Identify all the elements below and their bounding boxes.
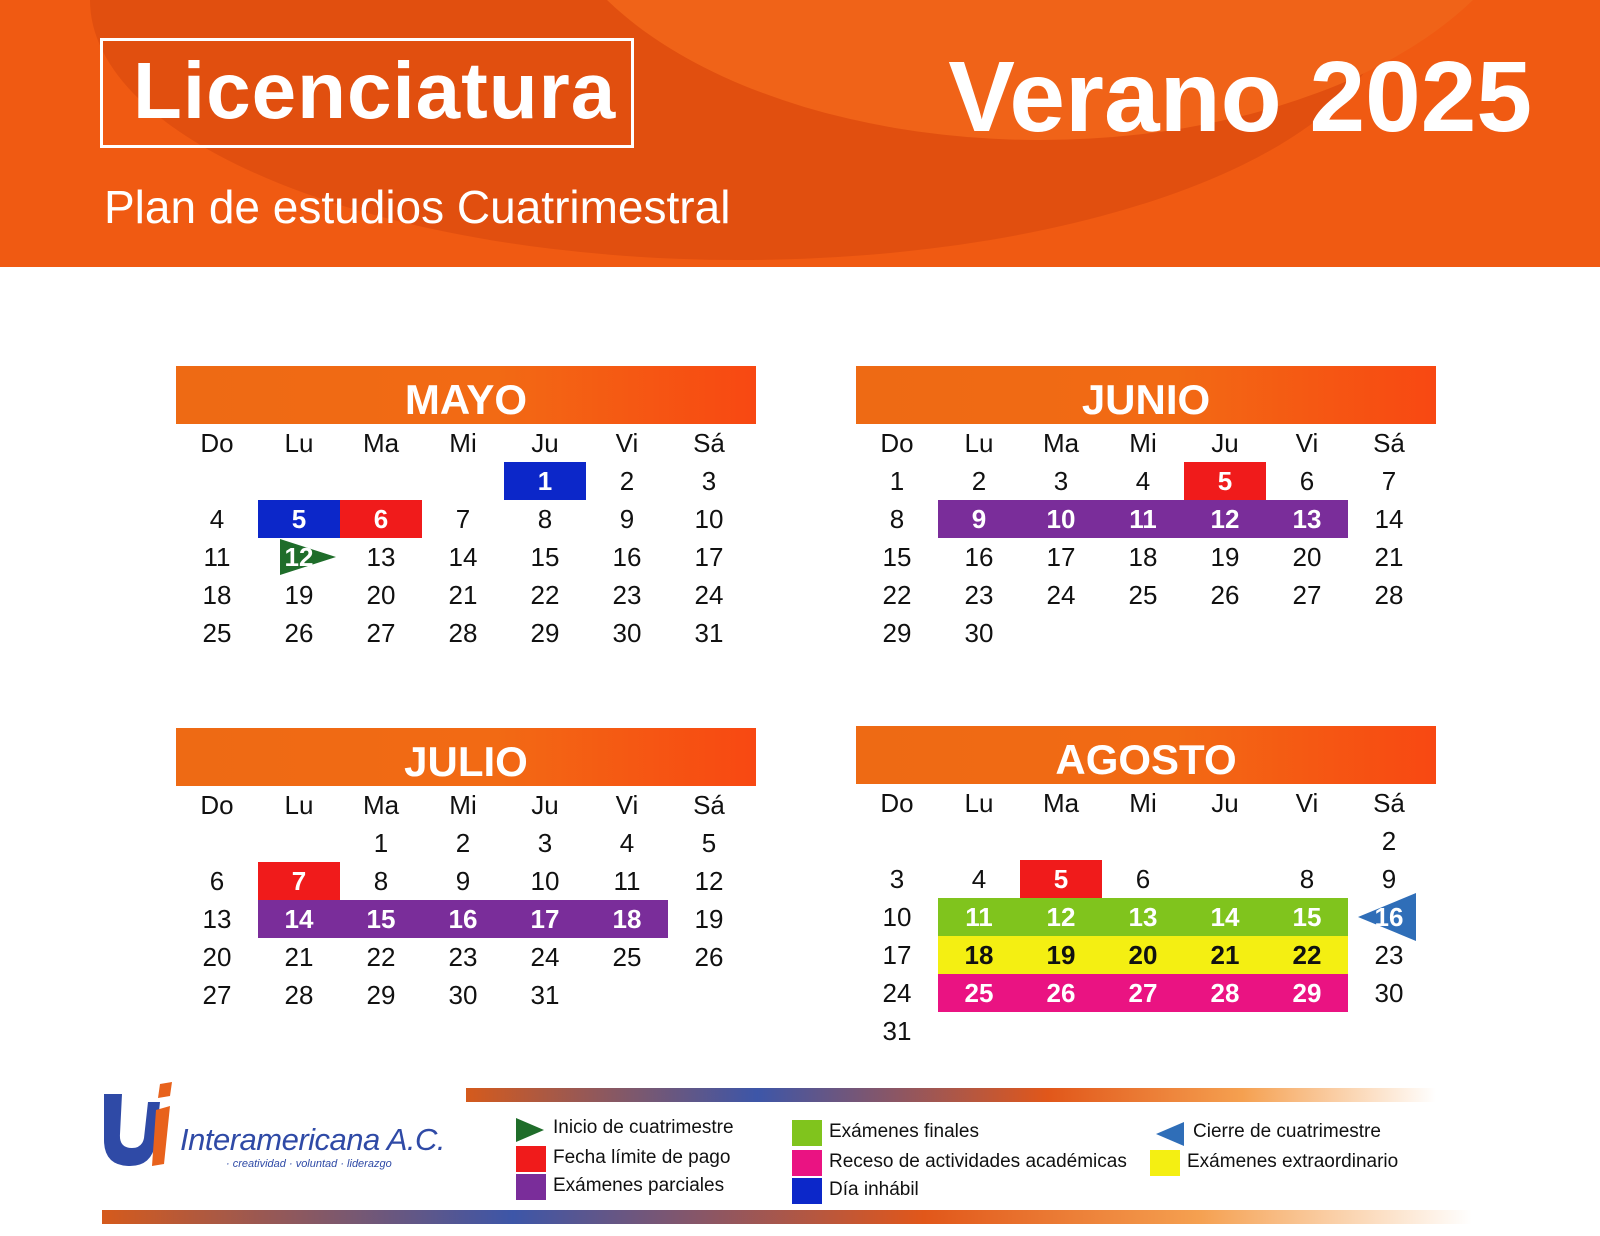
- day-cell: 3: [889, 864, 905, 894]
- day-cell: 13: [202, 904, 232, 934]
- day-cell: 30: [612, 618, 642, 648]
- weekday-label: Mi: [1129, 788, 1157, 818]
- day-cell: 8: [889, 504, 905, 534]
- day-cell: 21: [1184, 936, 1266, 974]
- day-cell: 13: [1102, 898, 1184, 936]
- empty-cell: [1266, 822, 1348, 860]
- day-cell: 16: [964, 542, 994, 572]
- day-cell: 17: [504, 900, 586, 938]
- day-cell: 23: [964, 580, 994, 610]
- logo: [98, 1082, 468, 1172]
- day-cell: 16: [612, 542, 642, 572]
- week-row: [856, 538, 1436, 576]
- day-cell: 2: [1381, 826, 1397, 856]
- weekday-label: Mi: [1129, 428, 1157, 458]
- day-cell: 29: [1266, 974, 1348, 1012]
- purple-swatch: [516, 1174, 546, 1200]
- week-row: [856, 1012, 1436, 1050]
- day-cell: 19: [284, 580, 314, 610]
- week-row: [176, 538, 756, 576]
- weekday-label: Sá: [1373, 428, 1405, 458]
- legend-label: Cierre de cuatrimestre: [1193, 1121, 1381, 1142]
- day-cell: 12: [1184, 500, 1266, 538]
- day-cell: 6: [1135, 864, 1151, 894]
- logo-name: Interamericana A.C.: [180, 1122, 446, 1157]
- weekday-label: Ma: [362, 790, 400, 820]
- day-cell: 5: [1184, 462, 1266, 500]
- week-row: [856, 462, 1436, 500]
- day-cell: 24: [530, 942, 560, 972]
- day-cell: 6: [340, 500, 422, 538]
- day-cell: 2: [619, 466, 635, 496]
- empty-cell: [1020, 1012, 1102, 1050]
- blue-swatch: [792, 1178, 822, 1204]
- day-cell: 20: [202, 942, 232, 972]
- day-cell: 29: [882, 618, 912, 648]
- day-cell: 7: [258, 862, 340, 900]
- day-cell: 12: [694, 866, 724, 896]
- weekday-label: Lu: [284, 790, 314, 820]
- start-flag-icon: [516, 1118, 544, 1142]
- legend-label: Exámenes finales: [829, 1121, 979, 1142]
- week-row: [856, 822, 1436, 860]
- empty-cell: [1184, 822, 1266, 860]
- pink-swatch: [792, 1150, 822, 1176]
- day-cell: 4: [1135, 466, 1151, 496]
- day-cell: 27: [1102, 974, 1184, 1012]
- day-cell: 14: [1184, 898, 1266, 936]
- month-grid: [176, 462, 756, 652]
- weekday-label: Mi: [449, 428, 477, 458]
- weekday-label: Do: [880, 428, 914, 458]
- day-cell: 6: [1299, 466, 1315, 496]
- empty-cell: [938, 822, 1020, 860]
- day-cell: 5: [258, 500, 340, 538]
- day-cell: 10: [694, 504, 724, 534]
- day-number: 16: [1374, 902, 1404, 932]
- day-cell: 7: [455, 504, 471, 534]
- weekday-label: Vi: [1295, 788, 1319, 818]
- day-cell: 9: [938, 500, 1020, 538]
- yellow-swatch: [1150, 1150, 1180, 1176]
- day-cell: 9: [1381, 864, 1397, 894]
- day-cell: 29: [366, 980, 396, 1010]
- day-cell: 29: [530, 618, 560, 648]
- day-cell: 19: [1020, 936, 1102, 974]
- empty-cell: [258, 462, 340, 500]
- day-cell: 24: [694, 580, 724, 610]
- day-cell: 24: [1046, 580, 1076, 610]
- week-row: [856, 860, 1436, 898]
- day-cell: 1: [504, 462, 586, 500]
- day-cell: 26: [1020, 974, 1102, 1012]
- empty-cell: [1020, 614, 1102, 652]
- logo-mark-icon: [98, 1082, 172, 1168]
- day-number: 12: [284, 542, 314, 572]
- weekday-label: Sá: [693, 790, 725, 820]
- day-cell: 4: [619, 828, 635, 858]
- day-cell: 9: [619, 504, 635, 534]
- day-cell: 9: [455, 866, 471, 896]
- green-swatch: [792, 1120, 822, 1146]
- day-cell: 25: [1128, 580, 1158, 610]
- month-name: JUNIO: [1081, 376, 1211, 423]
- day-cell: 2: [971, 466, 987, 496]
- day-cell: [1348, 898, 1430, 936]
- day-cell: 11: [613, 866, 641, 896]
- day-cell: 22: [530, 580, 560, 610]
- day-cell: 3: [701, 466, 717, 496]
- day-cell: 28: [448, 618, 478, 648]
- month-name: AGOSTO: [1055, 736, 1237, 783]
- day-cell: 15: [530, 542, 560, 572]
- empty-cell: [340, 462, 422, 500]
- weekday-label: Do: [200, 790, 234, 820]
- day-cell: 21: [284, 942, 314, 972]
- empty-cell: [668, 976, 750, 1014]
- month-grid: [856, 462, 1436, 652]
- week-row: [856, 936, 1436, 974]
- day-cell: 3: [537, 828, 553, 858]
- empty-cell: [422, 462, 504, 500]
- weekday-label: Mi: [449, 790, 477, 820]
- day-cell: 3: [1053, 466, 1069, 496]
- day-cell: 24: [882, 978, 912, 1008]
- day-cell: 31: [530, 980, 560, 1010]
- legend-label: Exámenes parciales: [553, 1175, 725, 1196]
- week-row: [856, 974, 1436, 1012]
- day-cell: 11: [1102, 500, 1184, 538]
- weekday-row: [176, 424, 756, 462]
- weekday-label: Ma: [1042, 788, 1080, 818]
- day-cell: 17: [882, 940, 912, 970]
- day-cell: 8: [1299, 864, 1315, 894]
- weekday-label: Sá: [693, 428, 725, 458]
- empty-cell: [1266, 1012, 1348, 1050]
- day-cell: 17: [694, 542, 724, 572]
- day-cell: 25: [612, 942, 642, 972]
- weekday-label: Vi: [615, 790, 639, 820]
- day-cell: 5: [1020, 860, 1102, 898]
- empty-cell: [1102, 614, 1184, 652]
- day-cell: 20: [1102, 936, 1184, 974]
- weekday-row: [176, 786, 756, 824]
- empty-cell: [1348, 614, 1430, 652]
- legend-label: Exámenes extraordinario: [1187, 1151, 1399, 1172]
- day-cell: 8: [537, 504, 553, 534]
- day-cell: 18: [938, 936, 1020, 974]
- legend-label: Receso de actividades académicas: [829, 1151, 1127, 1172]
- empty-cell: [1184, 860, 1266, 898]
- day-cell: 14: [1374, 504, 1404, 534]
- day-cell: 26: [694, 942, 724, 972]
- day-cell: 1: [373, 828, 389, 858]
- day-cell: 8: [373, 866, 389, 896]
- month-mayo: [176, 366, 756, 652]
- day-cell: 15: [882, 542, 912, 572]
- legend-label: Fecha límite de pago: [553, 1147, 731, 1168]
- weekday-label: Ju: [1211, 788, 1239, 818]
- day-cell: 1: [889, 466, 905, 496]
- day-cell: 18: [202, 580, 232, 610]
- day-cell: 15: [1266, 898, 1348, 936]
- day-cell: 19: [1210, 542, 1240, 572]
- day-cell: 22: [1266, 936, 1348, 974]
- week-row: [176, 462, 756, 500]
- empty-cell: [1266, 614, 1348, 652]
- day-cell: 10: [530, 866, 560, 896]
- header-banner: [0, 0, 1600, 267]
- day-cell: 14: [448, 542, 478, 572]
- day-cell: 18: [586, 900, 668, 938]
- week-row: [856, 614, 1436, 652]
- day-cell: 21: [1374, 542, 1404, 572]
- title-box: [100, 38, 634, 148]
- day-cell: 27: [1292, 580, 1322, 610]
- week-row: [856, 898, 1436, 936]
- weekday-label: Ju: [531, 790, 559, 820]
- weekday-label: Lu: [284, 428, 314, 458]
- day-cell: 18: [1128, 542, 1158, 572]
- logo-tagline: · creatividad · voluntad · liderazgo: [226, 1158, 392, 1170]
- week-row: [176, 938, 756, 976]
- footer-stripe-bottom: [102, 1210, 1472, 1224]
- weekday-label: Do: [880, 788, 914, 818]
- weekday-row: [856, 424, 1436, 462]
- day-cell: 23: [448, 942, 478, 972]
- empty-cell: [1102, 1012, 1184, 1050]
- day-cell: 19: [694, 904, 724, 934]
- red-swatch: [516, 1146, 546, 1172]
- day-cell: 30: [448, 980, 478, 1010]
- month-julio: [176, 728, 756, 1014]
- week-row: [176, 824, 756, 862]
- week-row: [176, 862, 756, 900]
- day-cell: 13: [366, 542, 396, 572]
- weekday-label: Do: [200, 428, 234, 458]
- day-cell: 31: [882, 1016, 912, 1046]
- day-cell: 31: [694, 618, 724, 648]
- week-row: [176, 614, 756, 652]
- legend-label: Inicio de cuatrimestre: [553, 1117, 734, 1138]
- empty-cell: [258, 824, 340, 862]
- day-cell: 26: [1210, 580, 1240, 610]
- week-row: [176, 576, 756, 614]
- day-cell: 15: [340, 900, 422, 938]
- weekday-label: Sá: [1373, 788, 1405, 818]
- empty-cell: [1020, 822, 1102, 860]
- day-cell: 27: [202, 980, 232, 1010]
- day-cell: 25: [938, 974, 1020, 1012]
- weekday-label: Ju: [1211, 428, 1239, 458]
- plan-subtitle: Plan de estudios Cuatrimestral: [104, 181, 731, 233]
- day-cell: 5: [701, 828, 717, 858]
- day-cell: 14: [258, 900, 340, 938]
- day-cell: 11: [203, 542, 231, 572]
- month-header: [856, 366, 1436, 424]
- day-cell: 27: [366, 618, 396, 648]
- day-cell: 17: [1046, 542, 1076, 572]
- week-row: [176, 500, 756, 538]
- weekday-label: Ma: [1042, 428, 1080, 458]
- day-cell: 25: [202, 618, 232, 648]
- season-title: Verano 2025: [948, 41, 1532, 153]
- day-cell: 4: [209, 504, 225, 534]
- weekday-label: Vi: [1295, 428, 1319, 458]
- end-flag-icon: [1156, 1122, 1184, 1146]
- month-header: [176, 366, 756, 424]
- day-cell: 13: [1266, 500, 1348, 538]
- day-cell: 28: [1374, 580, 1404, 610]
- day-cell: 21: [448, 580, 478, 610]
- day-cell: 23: [612, 580, 642, 610]
- day-cell: 6: [209, 866, 225, 896]
- day-cell: 20: [1292, 542, 1322, 572]
- day-cell: 22: [882, 580, 912, 610]
- empty-cell: [586, 976, 668, 1014]
- legend-label: Día inhábil: [829, 1179, 919, 1200]
- month-header: [856, 726, 1436, 784]
- day-cell: 10: [1020, 500, 1102, 538]
- weekday-label: Lu: [964, 428, 994, 458]
- day-cell: 28: [284, 980, 314, 1010]
- week-row: [856, 576, 1436, 614]
- day-cell: 7: [1381, 466, 1397, 496]
- weekday-label: Vi: [615, 428, 639, 458]
- empty-cell: [176, 462, 258, 500]
- day-cell: 12: [1020, 898, 1102, 936]
- empty-cell: [1102, 822, 1184, 860]
- weekday-label: Ju: [531, 428, 559, 458]
- day-cell: 30: [964, 618, 994, 648]
- empty-cell: [1348, 1012, 1430, 1050]
- month-grid: [856, 822, 1436, 1050]
- day-cell: 30: [1374, 978, 1404, 1008]
- empty-cell: [856, 822, 938, 860]
- day-cell: 2: [455, 828, 471, 858]
- week-row: [176, 976, 756, 1014]
- weekday-label: Ma: [362, 428, 400, 458]
- day-cell: 28: [1184, 974, 1266, 1012]
- weekday-label: Lu: [964, 788, 994, 818]
- month-name: MAYO: [404, 376, 528, 423]
- footer-stripe-top: [466, 1088, 1436, 1102]
- day-cell: 4: [971, 864, 987, 894]
- day-cell: 10: [882, 902, 912, 932]
- empty-cell: [1184, 614, 1266, 652]
- day-cell: [258, 538, 340, 576]
- month-header: [176, 728, 756, 786]
- month-junio: [856, 366, 1436, 652]
- day-cell: 16: [422, 900, 504, 938]
- weekday-row: [856, 784, 1436, 822]
- day-cell: 26: [284, 618, 314, 648]
- month-name: JULIO: [404, 738, 528, 785]
- week-row: [176, 900, 756, 938]
- empty-cell: [176, 824, 258, 862]
- day-cell: 11: [938, 898, 1020, 936]
- page-title: Licenciatura: [133, 46, 617, 135]
- day-cell: 23: [1374, 940, 1404, 970]
- day-cell: 20: [366, 580, 396, 610]
- day-cell: 22: [366, 942, 396, 972]
- month-agosto: [856, 726, 1436, 1050]
- month-grid: [176, 824, 756, 1014]
- empty-cell: [1184, 1012, 1266, 1050]
- empty-cell: [938, 1012, 1020, 1050]
- week-row: [856, 500, 1436, 538]
